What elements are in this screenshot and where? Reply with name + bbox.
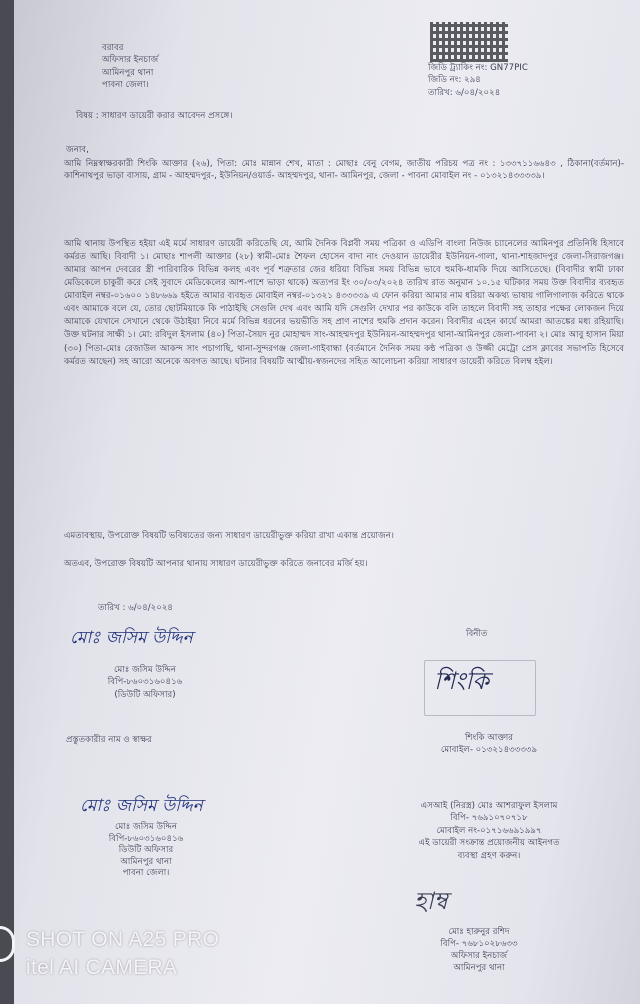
writer-id: বিপি-৮৬০৩১৬০৪১৬ <box>107 677 183 688</box>
gd-tracking-number: জিডি ট্র্যাকিং নং: GN77PIC <box>428 63 528 73</box>
duty-officer-line: ডিউটি অফিসার <box>118 845 174 856</box>
addressee-line: আমিনপুর থানা <box>102 67 154 78</box>
applicant-signature: শিংকি <box>434 667 490 695</box>
complaint-body-paragraph: আমি থানায় উপস্থিত হইয়া এই মর্মে সাধারণ ডায়েরী করিতেছি যে, আমি দৈনিক বিপ্লবী সময় পত্রিকা ও এডিপি বাংলা নিউজ চ্যানেলের আমিনপুর প্রতিনিধি হিসাবে কর্মরত আছি। বিবাদী ১। মোছাঃ শাপলী আক্তার (২৮) স্বামী-মোঃ শৈফল হোসেন বাদা নাং দেওয়ান ডায়েরীর ইউনিয়ন-গালা, থানা-শাহজাদপুর জেলা-সিরাজগঞ্জ। আমার আপন দেবরের স্ত্রী পারিবারিক বিভিন্ন কলহ এবং পূর্ব শত্রুতার জের ধরিয়া বিভিন্ন সময় বিভিন্ন ভাবে হুমকি-ধামকি দিয়ে আসিতেছে। (বিবাদীর স্বামী ঢাকা মেডিকেলে চাকুরী করে সেই সুবাদে মেডিকেলের আশ-পাশে ভাড়া থাকে) অত্যপর ইং ৩০/০৩/২০২৪ তারিখ রাত অনুমান ১০.১৫ ঘটিকার সময় উক্ত বিবাদীর ব্যবহৃত মোবাইল নম্বর-০১৬০০ ১৪৮৬৬৯ হইতে আমার ব্যবহৃত মোবাইল নম্বর-০১৩২১ ৪৩৩৩৩৯ এ ফোন করিয়া আমার নাম ধরিয়া অকথ্য ভাষায় গালিগালাজ করিতে থাকে এবং আমাকে বলে যে, তোর ছোটমিয়াকে কি পাঠাইছি সেগুলি দেখ এবং আমি যদি সেগুলি দেখার পর কাউকে বলি তাহলে বিবাদী সহ তাহার পক্ষের লোকজন দিয়ে আমাকে যেখানে সেখানে থেকে উঠাইয়া নিবে মর্মে বিভিন্ন ধরনের ভয়ভীতি সহ প্রাণ নাশের হুমকি প্রদান করেন। বিবাদীর এহেন কার্যে আমরা আতঙ্কের মধ্য রহিয়াছি। উক্ত ঘটনার সাক্ষী ১। মো: রবিদুল ইসলাম (৪০) পিতা-সৈয়দ নুর মোহাম্মদ সাং-আহম্মদপুর ইউনিয়ন-আহম্মদপুর থানা-আমিনপুর জেলা-পাবনা ২। মোঃ আবু হাসান মিয়া (৩০) পিতা-মোঃ রেজাউল আকন্দ সাং পচাগাছি, থানা-সুন্দরগঞ্জ জেলা-গাইবান্ধা (বর্তমানে দৈনিক সময় কন্ঠ পত্রিকা ও উজ্জী মেট্রো প্রেস ক্লাবের সভাপতি হিসেবে কর্মরত আছেন) সহ আরো অনেকে অবগত আছে। ঘটনার বিষয়টি আত্মীয়-স্বজনদের সহিত আলোচনা করিয়া সাধারণ ডায়েরী করিতে বিলম্ব হইল। <box>64 239 625 367</box>
writer-signature: মোঃ জসিম উদ্দিন <box>70 628 193 648</box>
qr-code-icon <box>430 22 508 62</box>
necessity-paragraph: এমতাবস্থায়, উপরোক্ত বিষয়টি ভবিষ্যতের জন্য সাধারণ ডায়েরীভুক্ত করিয়া রাখা একান্ত প্রয়োজন। <box>64 531 394 541</box>
oc-line: বিপি- ৭৬৮১০২৮৬৩৩ <box>440 939 518 950</box>
gd-reference-block <box>428 62 598 99</box>
writer-block <box>80 664 210 701</box>
oc-seal <box>404 926 554 974</box>
addressee-line: পাবনা জেলা। <box>102 80 149 91</box>
gd-application-document <box>14 0 640 1004</box>
si-line: বিপি- ৭৬৯১০৭০৭১৮ <box>450 813 528 824</box>
applicant-intro-paragraph: আমি নিম্নস্বাক্ষরকারী শিংকি আক্তার (২৬), পিতা: মোঃ মান্নান শেখ, মাতা : মোছাঃ বেনু বেগম, জাতীয় পরিচয় পত্র নং : ১৩৩৭১১৬৬৪৩ , ঠিকানা(বর্তমান)-কাশিনাথপুর ভাড়া বাসায়, গ্রাম - আহম্মদপুর-, ইউনিয়ন/ওয়ার্ড- আহম্মদপুর, থানা- আমিনপুর, জেলা - পাবনা মোবাইল নং - ০১৩২১৪৩৩৩৩৯। <box>64 159 624 182</box>
writer-name: মোঃ জসিম উদ্দিন <box>113 665 177 675</box>
oc-line: মোঃ হারুনুর রশিদ <box>448 927 510 937</box>
yours-faithfully-label: বিনীত <box>466 629 488 639</box>
si-endorsement-block <box>374 800 604 862</box>
addressee-block <box>102 42 242 92</box>
applicant-name: শিংকি আক্তার <box>464 733 514 743</box>
addressee-line: অফিসার ইনচার্জ <box>102 55 159 66</box>
applicant-block <box>404 732 574 757</box>
si-line: ব্যবস্থা গ্রহণ করুন। <box>457 850 521 861</box>
watermark-line-2: itel AI CAMERA <box>26 956 178 979</box>
oc-line: আমিনপুর থানা <box>453 963 505 974</box>
duty-officer-line: মোঃ জসিম উদ্দিন <box>114 822 178 832</box>
request-paragraph: অতএব, উপরোক্ত বিষয়টি আপনার থানায় সাধারণ ডায়েরীভুক্ত করিতে জনাবের মর্জি হয়। <box>64 559 368 569</box>
application-date: তারিখ : ৬/০৪/২০২৪ <box>98 603 174 613</box>
watermark-line-1: SHOT ON A25 PRO <box>26 928 220 951</box>
gd-date: তারিখ: ৬/০৪/২০২৪ <box>428 87 501 98</box>
duty-officer-line: আমিনপুর থানা <box>120 856 172 867</box>
gd-number: জিডি নং: ২৯৪ <box>428 75 481 86</box>
duty-officer-line: বিপি-৮৬০৩১৬০৪১৬ <box>108 833 184 844</box>
si-line: মোবাইল নং-০১৭১৬৬৯১৯৯৭ <box>436 825 542 836</box>
applicant-mobile: মোবাইল- ০১৩২১৪৩৩৩৩৯ <box>440 745 538 756</box>
oc-line: অফিসার ইনচার্জ <box>450 951 508 962</box>
subject-line: বিষয় : সাধারণ ডায়েরী করার আবেদন প্রসঙ্গে। <box>76 111 233 121</box>
duty-officer-seal <box>86 822 206 880</box>
duty-officer-signature: মোঃ জসিম উদ্দিন <box>80 796 203 816</box>
addressee-line: বরাবর <box>102 43 124 53</box>
si-line: এসআই (নিরস্ত্র) মোঃ আশরাফুল ইসলাম <box>420 801 558 811</box>
writer-role: (ডিউটি অফিসার) <box>114 689 176 700</box>
oc-signature: হাম্ব <box>414 887 448 915</box>
camera-logo-icon <box>0 926 15 962</box>
duty-officer-line: পাবনা জেলা। <box>122 868 170 879</box>
salutation: জনাব, <box>66 145 89 155</box>
si-line: এই ডায়েরী সংক্রান্ত প্রয়োজনীয় আইনগত <box>418 838 560 849</box>
writer-caption: প্রস্তুতকারীর নাম ও স্বাক্ষর <box>66 735 152 745</box>
